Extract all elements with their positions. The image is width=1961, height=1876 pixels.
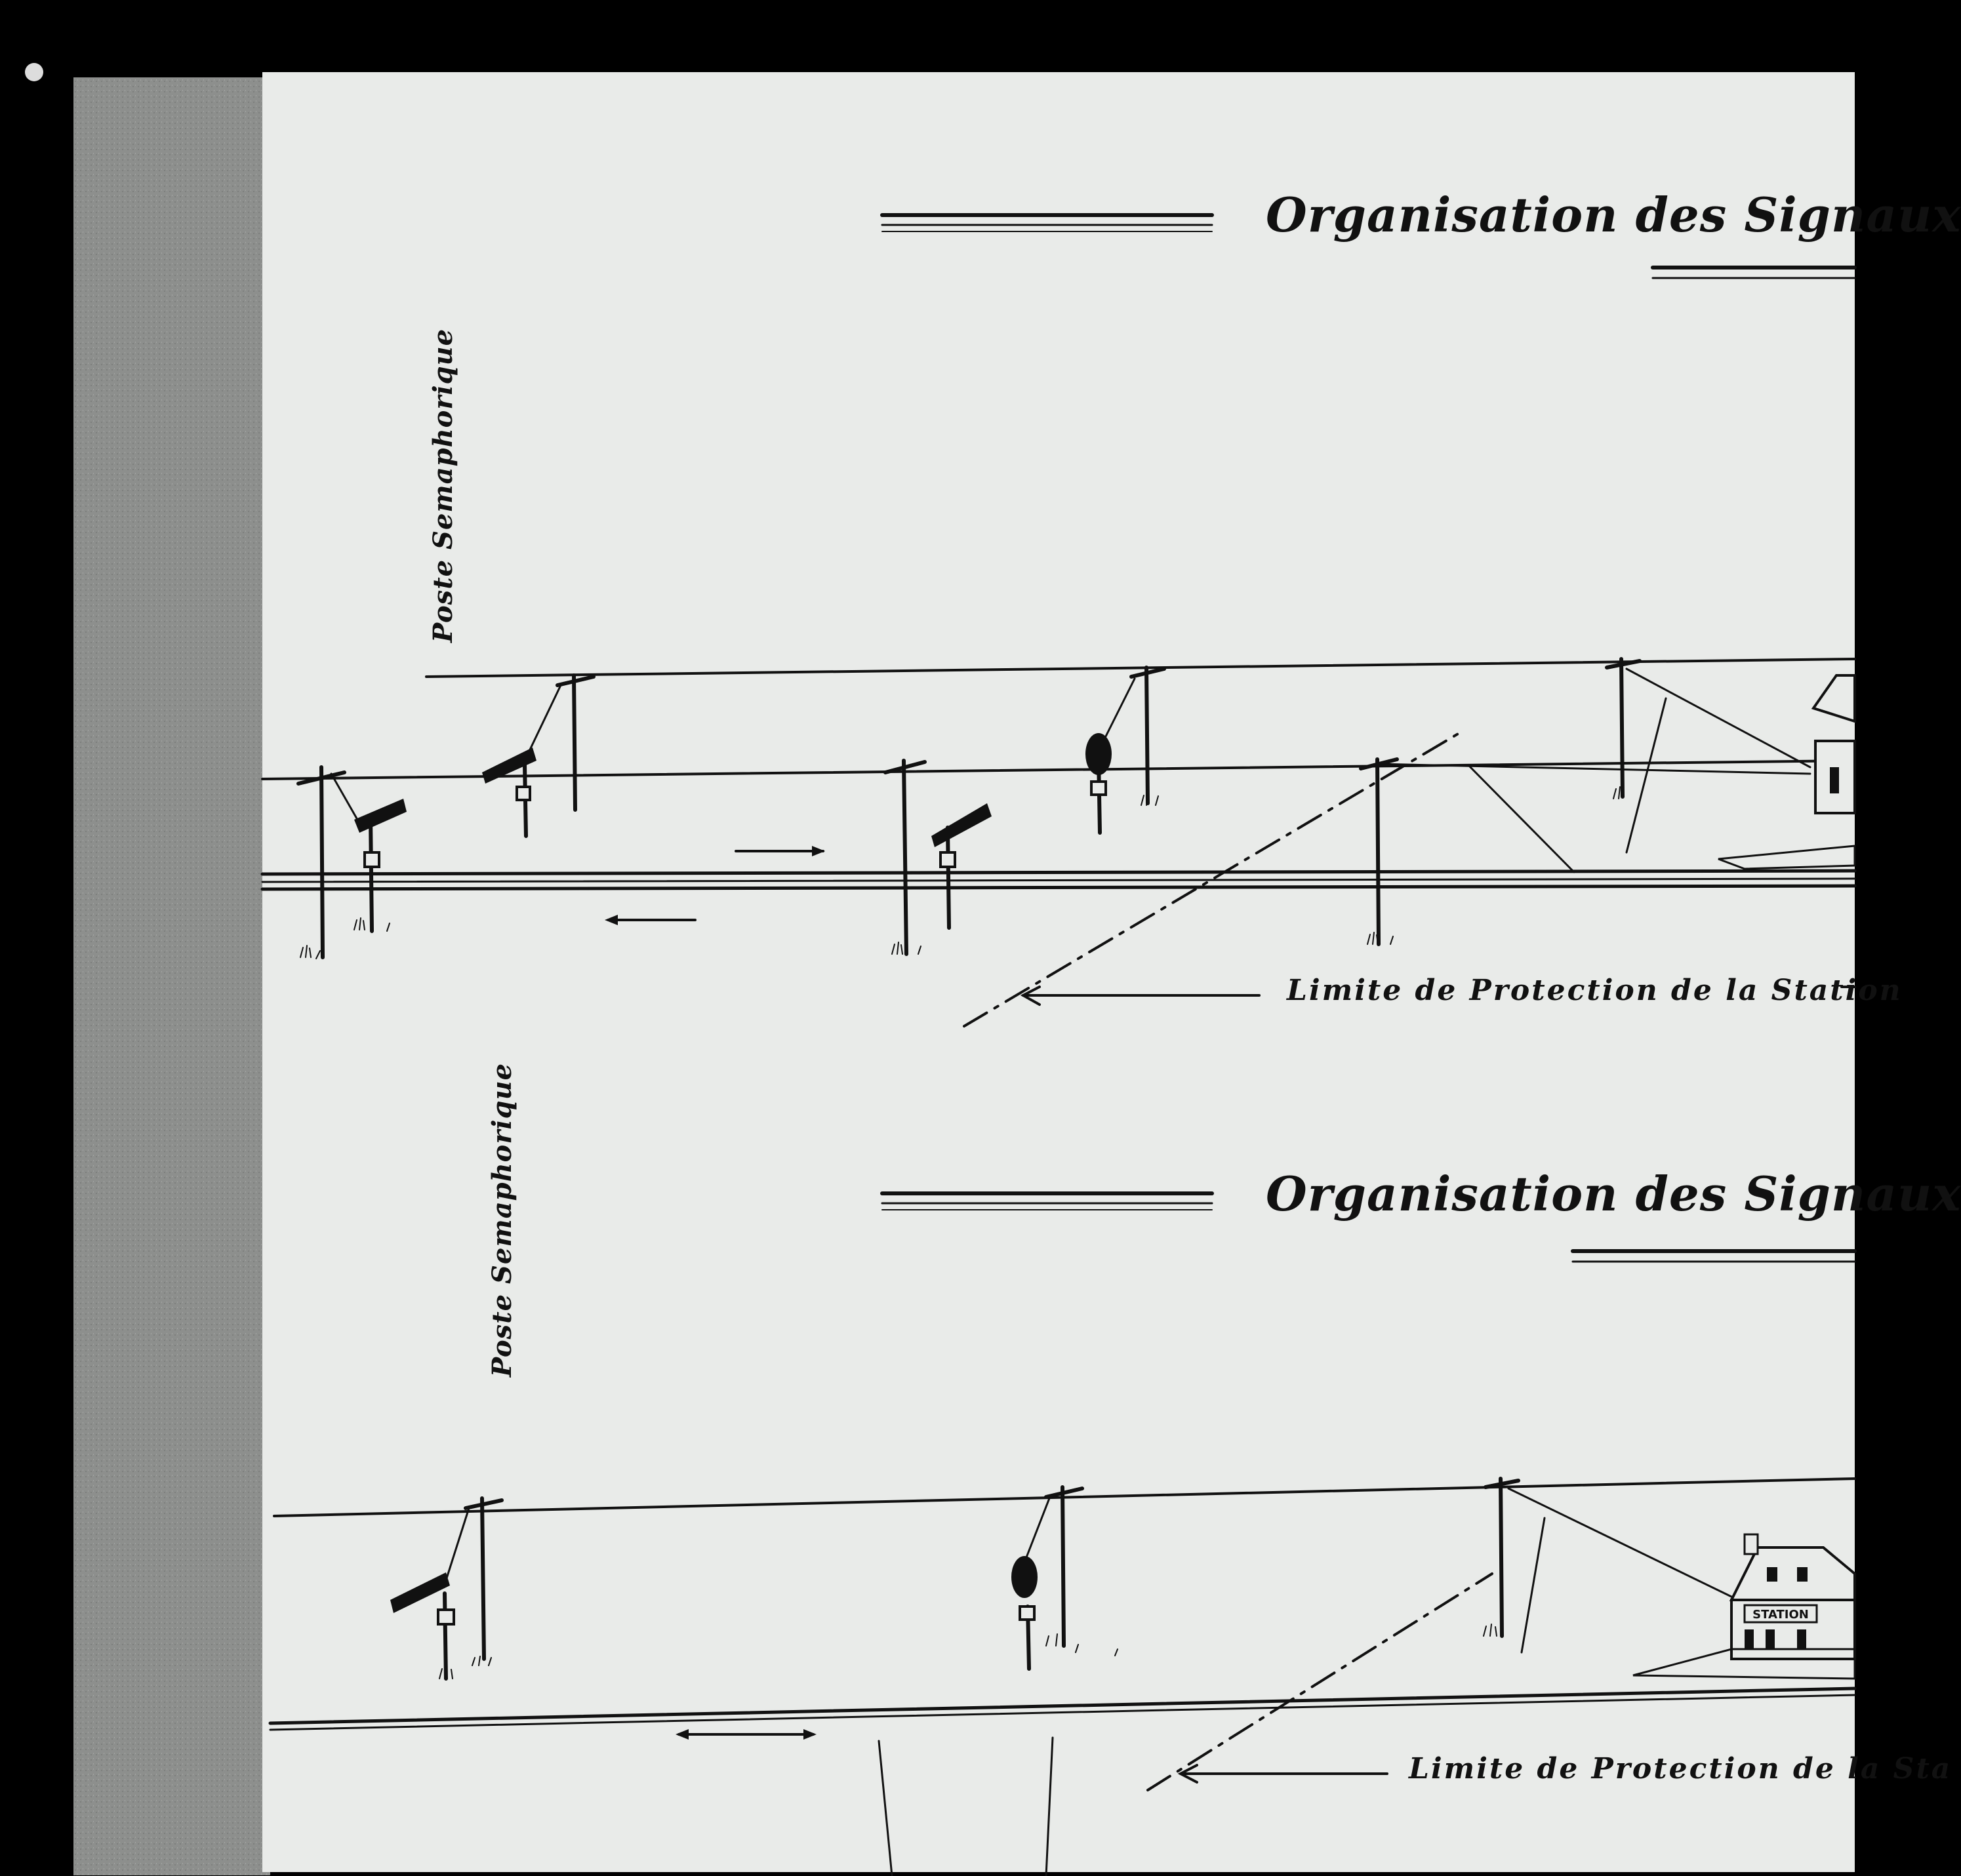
scan-speck: [25, 63, 43, 81]
top-poste-semaphorique-label: Poste Semaphorique: [428, 328, 458, 643]
station-sign: STATION: [1752, 1608, 1809, 1622]
top-diagram-title: Organisation des Signaux: [1266, 187, 1961, 243]
bottom-limit-label: Limite de Protection de la Sta: [1409, 1752, 1952, 1786]
binding-strip: [73, 77, 270, 1875]
bottom-poste-semaphorique-label: Poste Semaphorique: [487, 1062, 517, 1377]
paper-sheet: [262, 72, 1855, 1872]
top-limit-label: Limite de Protection de la Station: [1287, 974, 1903, 1007]
bottom-diagram-title: Organisation des Signaux: [1266, 1166, 1961, 1222]
